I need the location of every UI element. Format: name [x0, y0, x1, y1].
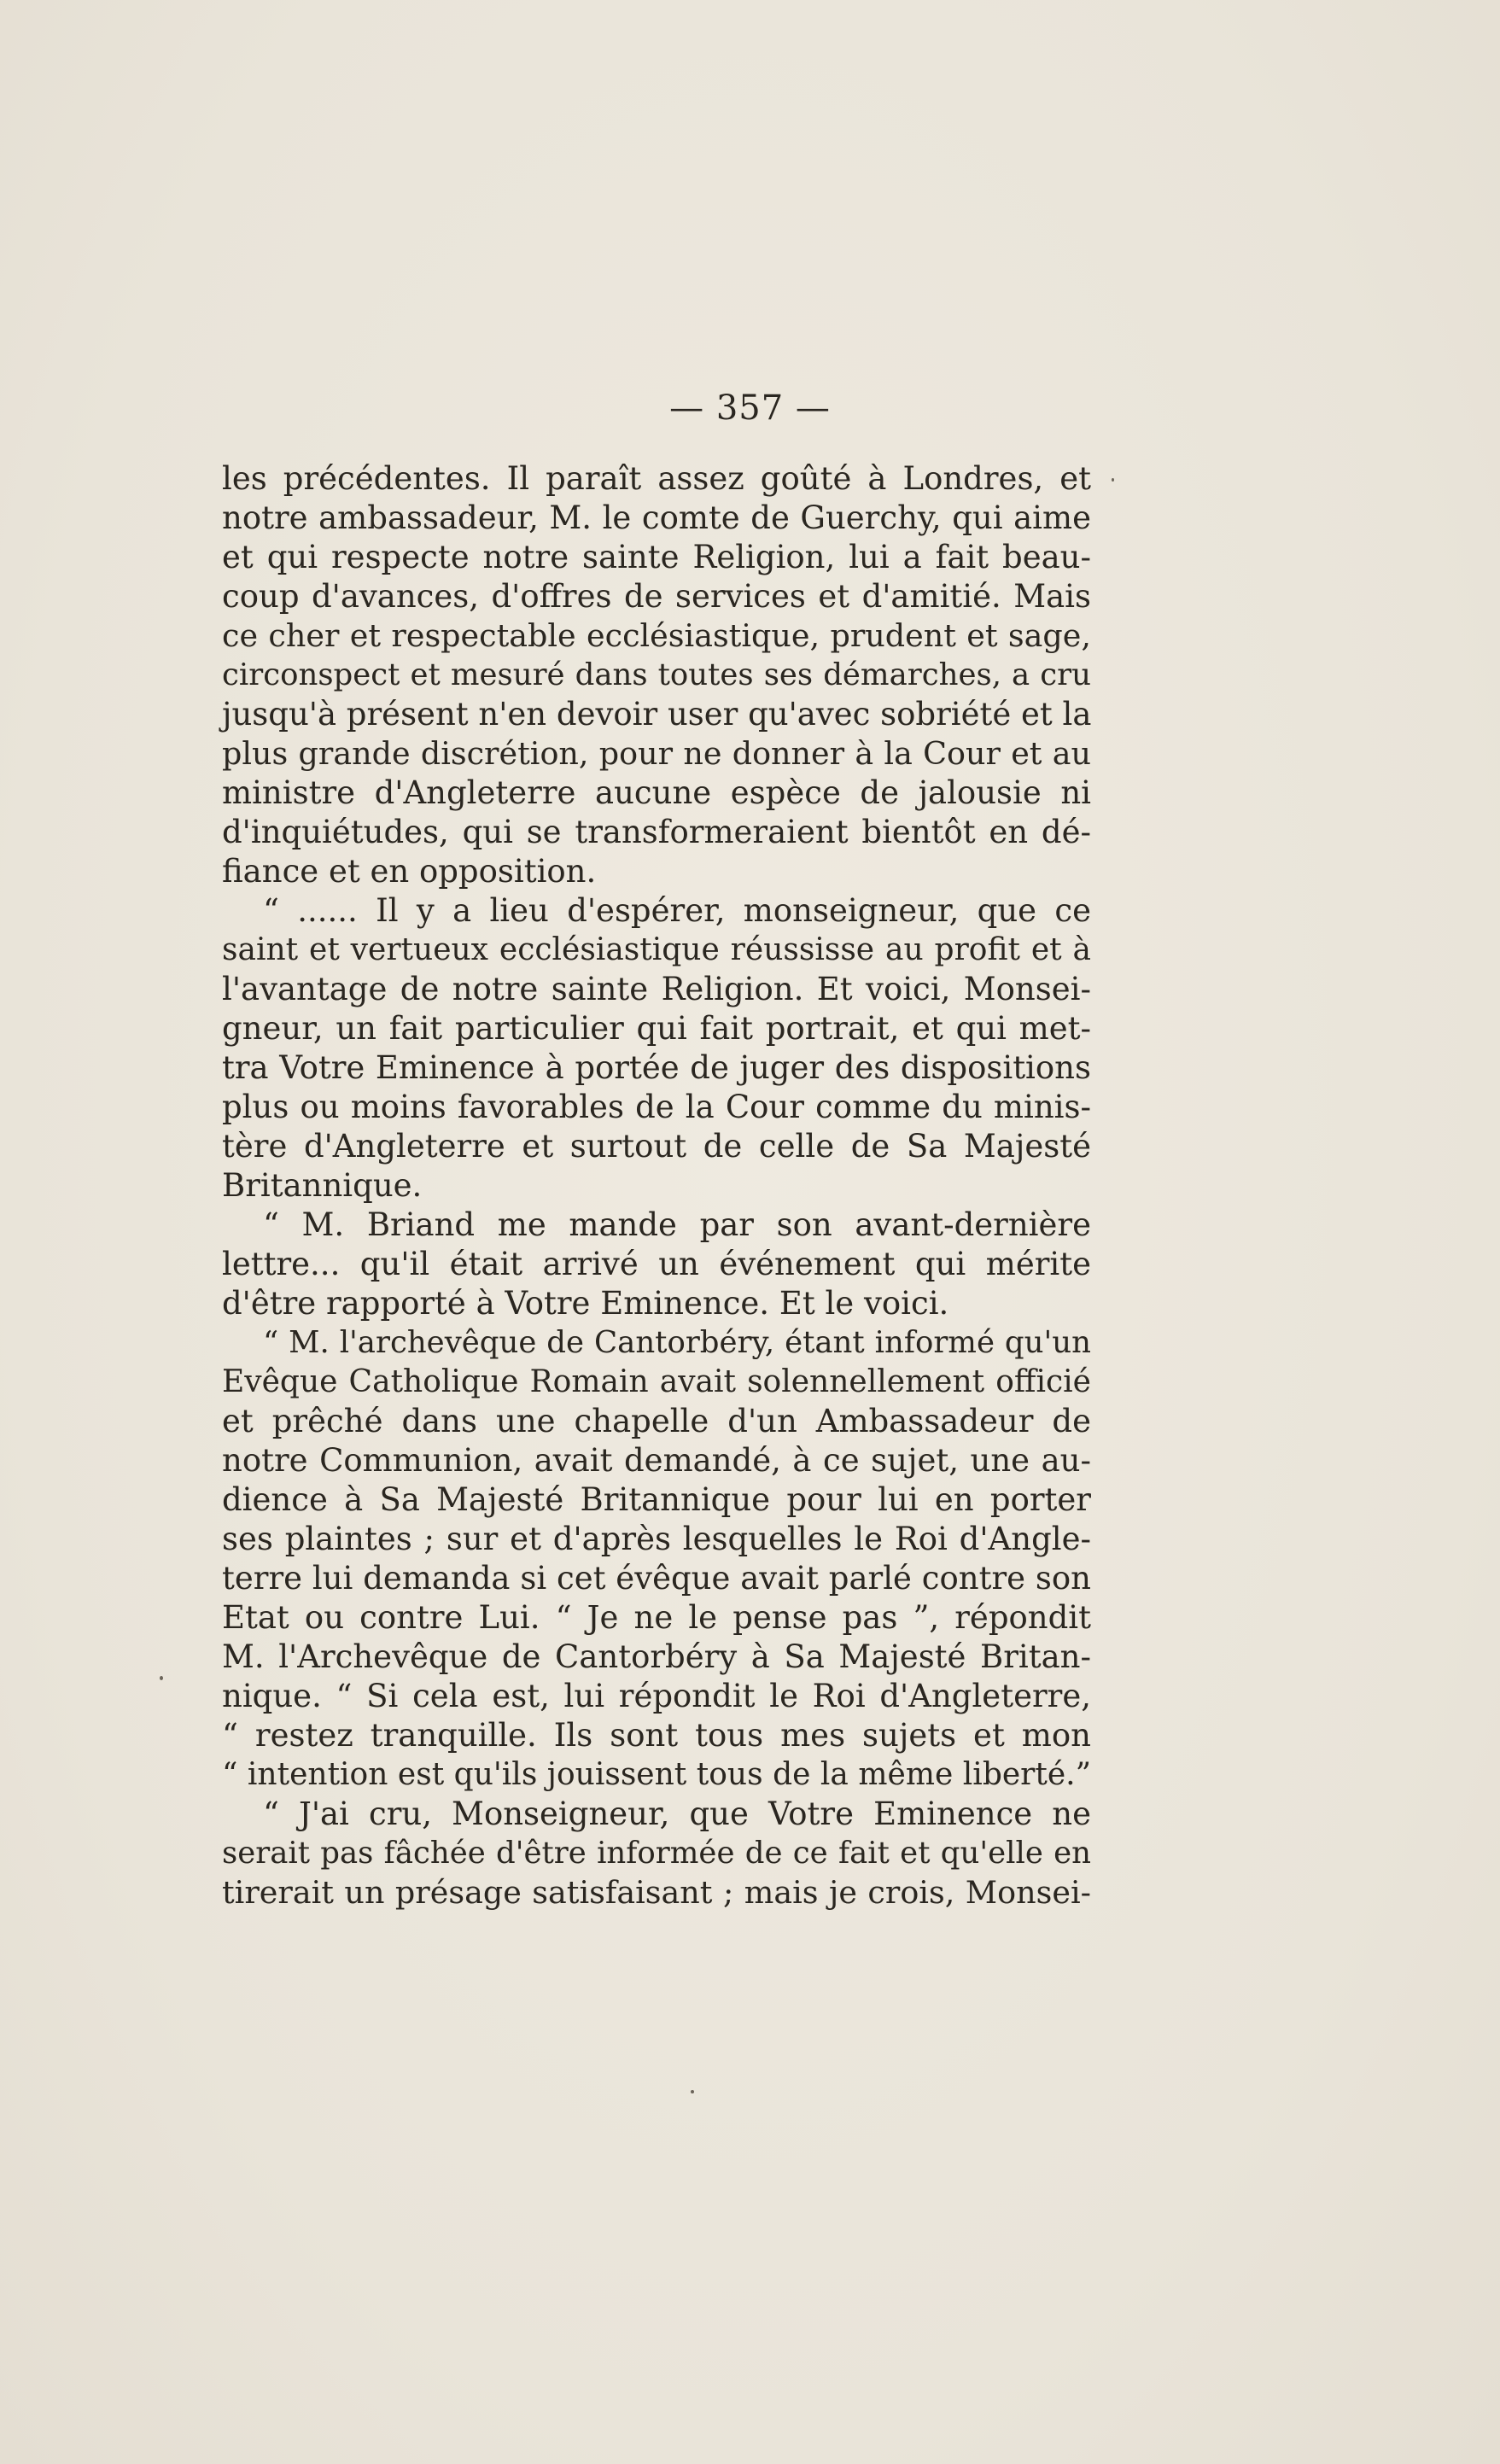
text-line: jusqu'à présent n'en devoir user qu'avec sobriété et la — [222, 696, 1092, 733]
paper-speck — [1112, 478, 1114, 482]
text-line: plus grande discrétion, pour ne donner à la Cour et au — [222, 735, 1091, 772]
paragraph — [222, 1323, 1091, 1795]
text-line: l'avantage de notre sainte Religion. Et voici, Monsei- — [222, 971, 1091, 1007]
text-line: serait pas fâchée d'être informée de ce fait et qu'elle en — [222, 1836, 1091, 1871]
page-number: — 357 — — [669, 388, 831, 428]
text-line: circonspect et mesuré dans toutes ses démarches, a cru — [222, 657, 1091, 692]
paragraph — [222, 891, 1091, 1206]
text-line: lettre... qu'il était arrivé un événement qui mérite — [222, 1246, 1091, 1282]
text-line: nique. “ Si cela est, lui répondit le Roi d'Angleterre, — [222, 1678, 1091, 1714]
text-line: saint et vertueux ecclésiastique réussisse au profit et à — [222, 932, 1091, 967]
text-line: “ M. Briand me mande par son avant-dernière — [263, 1206, 1091, 1243]
text-line: et qui respecte notre sainte Religion, lui a fait beau- — [222, 539, 1091, 575]
text-line: Evêque Catholique Romain avait solennellement officié — [222, 1364, 1091, 1399]
text-line: fiance et en opposition. — [222, 853, 597, 890]
text-line: “ ...... Il y a lieu d'espérer, monseigneur, que ce — [263, 892, 1091, 929]
text-line: tirerait un présage satisfaisant ; mais je crois, Monsei- — [222, 1874, 1091, 1911]
text-line: ses plaintes ; sur et d'après lesquelles le Roi d'Angle- — [222, 1521, 1091, 1557]
paragraph — [222, 1795, 1091, 1912]
text-line: gneur, un fait particulier qui fait portrait, et qui met- — [222, 1010, 1091, 1047]
text-line: coup d'avances, d'offres de services et d'amitié. Mais — [222, 578, 1091, 615]
text-line: dience à Sa Majesté Britannique pour lui en porter — [222, 1481, 1091, 1518]
text-line: tère d'Angleterre et surtout de celle de Sa Majesté — [222, 1128, 1091, 1165]
text-line: notre Communion, avait demandé, à ce sujet, une au- — [222, 1442, 1091, 1479]
text-line: et prêché dans une chapelle d'un Ambassadeur de — [222, 1403, 1091, 1439]
text-line: plus ou moins favorables de la Cour comme du minis- — [222, 1089, 1091, 1125]
text-line: “ intention est qu'ils jouissent tous de la même liberté.” — [222, 1757, 1091, 1792]
paragraph — [222, 1206, 1091, 1323]
paper-speck — [160, 1676, 163, 1680]
text-line: “ M. l'archevêque de Cantorbéry, étant informé qu'un — [263, 1325, 1091, 1360]
text-line: “ restez tranquille. Ils sont tous mes sujets et mon — [222, 1717, 1091, 1754]
text-line: M. l'Archevêque de Cantorbéry à Sa Majesté Britan- — [222, 1638, 1091, 1675]
text-line: ministre d'Angleterre aucune espèce de jalousie ni — [222, 774, 1091, 811]
text-line: “ J'ai cru, Monseigneur, que Votre Eminence ne — [263, 1795, 1091, 1832]
text-line: tra Votre Eminence à portée de juger des dispositions — [222, 1049, 1091, 1086]
paper-speck — [691, 2090, 694, 2093]
text-line: d'être rapporté à Votre Eminence. Et le voici. — [222, 1285, 949, 1322]
text-line: Britannique. — [222, 1167, 423, 1204]
text-line: terre lui demanda si cet évêque avait parlé contre son — [222, 1560, 1091, 1597]
text-line: ce cher et respectable ecclésiastique, prudent et sage, — [222, 617, 1091, 654]
text-line: Etat ou contre Lui. “ Je ne le pense pas ”, répondit — [222, 1599, 1091, 1636]
text-line: notre ambassadeur, M. le comte de Guerchy, qui aime — [222, 499, 1091, 536]
body-text — [222, 459, 1091, 1912]
text-line: d'inquiétudes, qui se transformeraient bientôt en dé- — [222, 814, 1091, 850]
paragraph — [222, 459, 1091, 891]
text-line: les précédentes. Il paraît assez goûté à Londres, et — [222, 460, 1091, 497]
